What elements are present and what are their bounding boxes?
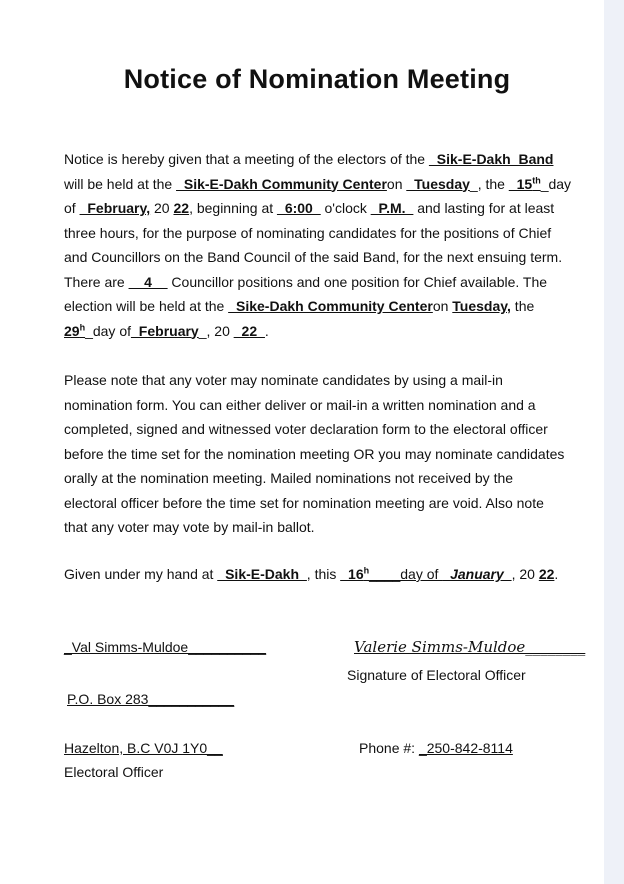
election-date	[64, 323, 85, 339]
venue-1: _Sik-E-Dakh Community Center	[176, 175, 387, 192]
text: ____day of	[369, 566, 443, 582]
p2-line: nomination form. You can either deliver or mail-in a written nomination and a	[64, 396, 536, 413]
given-month: _January_	[442, 566, 512, 582]
text: the	[510, 298, 535, 314]
election-month: _February	[131, 322, 199, 339]
p2-line: that any voter may vote by mail-in ballot.	[64, 519, 315, 535]
text: .	[554, 566, 559, 582]
venue-2: _Sike-Dakh Community Center	[228, 298, 433, 314]
election-day: Tuesday,	[452, 298, 511, 314]
notice-paragraph-2	[64, 368, 574, 540]
p1-line-2	[64, 172, 574, 197]
p1-line-8	[64, 319, 574, 344]
page-margin-bar	[604, 0, 624, 884]
p2-line: Please note that any voter may nominate candidates by using a mail-in	[64, 372, 503, 388]
phone-label: Phone #:	[359, 740, 419, 756]
date-num: _15	[508, 175, 533, 192]
p1-line-7	[64, 294, 574, 319]
given-place: _Sik-E-Dakh_	[217, 566, 307, 582]
officer-role: Electoral Officer	[64, 764, 164, 780]
signature-label: Signature of Electoral Officer	[347, 667, 526, 683]
p1-line-3	[64, 196, 574, 221]
date-sup: th	[532, 174, 541, 185]
meeting-ampm: _P.M._	[370, 200, 414, 216]
p2-line: completed, signed and witnessed voter declaration form to the electoral officer	[64, 421, 548, 437]
text: , beginning at	[189, 200, 278, 216]
meeting-date	[509, 176, 541, 192]
day-sup: h	[363, 565, 370, 576]
councillor-count: __4__	[128, 273, 168, 290]
p2-line: electoral officer before the time set for nomination meeting are void. Also note	[64, 494, 544, 511]
text: _, the	[469, 175, 509, 192]
p2-line: before the time set for the nomination meeting OR you may nominate candidates	[64, 445, 565, 462]
text: _, 20	[198, 322, 234, 339]
po-box: P.O. Box 283___________	[67, 691, 235, 707]
notice-paragraph-1	[64, 147, 574, 343]
p1-line-5: and Councillors on the Band Council of the said Band, for the next ensuing term.	[64, 249, 563, 265]
text: and lasting for at least	[413, 200, 555, 216]
day-num: _16	[340, 566, 364, 582]
text: There are	[64, 273, 129, 290]
text: of	[64, 200, 80, 216]
text: Notice is hereby given that a meeting of the electors of the	[64, 151, 429, 167]
band-name: _Sik-E-Dakh_Band	[428, 151, 554, 167]
text: on	[432, 298, 453, 314]
meeting-year: 22	[173, 200, 190, 216]
meeting-month: _February,	[79, 200, 151, 216]
officer-name: _Val Simms-Muldoe__________	[64, 639, 267, 655]
p1-line-6	[64, 270, 574, 295]
address: Hazelton, B.C V0J 1Y0__	[64, 740, 223, 756]
p3-line	[64, 562, 574, 587]
p1-line-4: three hours, for the purpose of nominating candidates for the positions of Chief	[64, 224, 552, 241]
text: , this	[306, 566, 341, 582]
text: _day of	[85, 322, 132, 339]
text: election will be held at the	[64, 298, 229, 314]
text: , 20	[511, 566, 539, 582]
text: Councillor positions and one position for Chief available. The	[167, 273, 548, 290]
p1-line-1	[64, 147, 574, 172]
date-sup: h	[79, 321, 86, 332]
text: .	[264, 322, 269, 339]
officer-signature: Valerie Simms-Muldoe________	[354, 638, 586, 656]
text: o'clock	[320, 200, 371, 216]
meeting-time: _6:00_	[277, 200, 321, 216]
given-under-hand	[64, 562, 574, 587]
text: will be held at the	[64, 175, 177, 192]
given-day	[340, 566, 369, 582]
notice-title: Notice of Nomination Meeting	[123, 64, 511, 94]
election-year: _22_	[233, 322, 265, 339]
date-num: 29	[64, 322, 80, 339]
phone-row	[359, 740, 513, 756]
meeting-day: _Tuesday	[406, 175, 470, 192]
text: _day	[540, 175, 572, 192]
text: on	[386, 175, 407, 192]
text: 20	[150, 200, 174, 216]
phone-number: _250-842-8114	[418, 740, 513, 756]
text: Given under my hand at	[64, 566, 218, 582]
given-year: 22	[538, 566, 555, 582]
p2-line: orally at the nomination meeting. Mailed nominations not received by the	[64, 470, 514, 486]
